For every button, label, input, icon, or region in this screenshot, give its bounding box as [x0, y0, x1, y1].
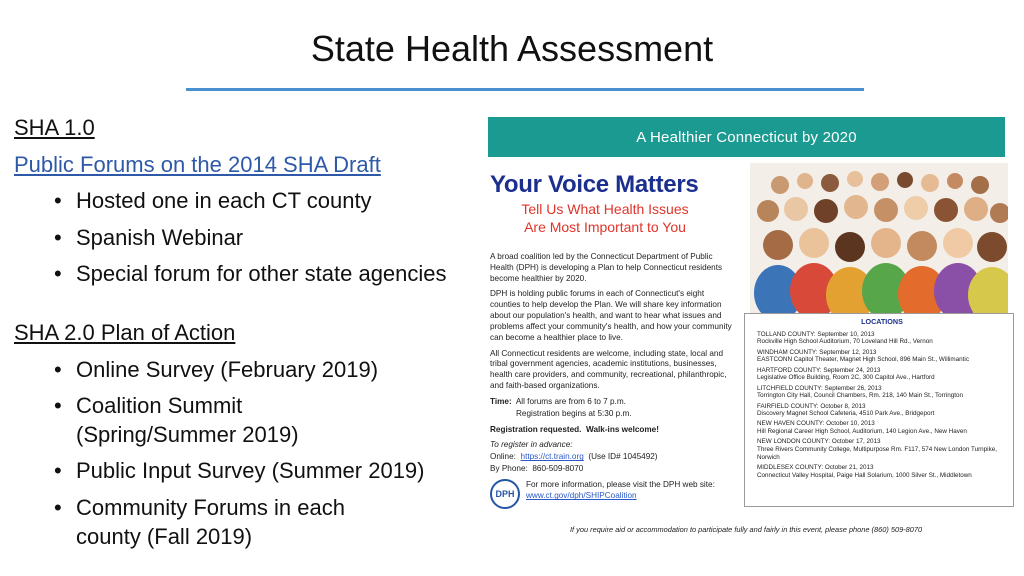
phone-value: 860-509-8070: [532, 464, 584, 474]
online-id: (Use ID# 1045492): [588, 452, 658, 462]
list-item: • Coalition Summit (Spring/Summer 2019): [14, 392, 406, 449]
locations-title: LOCATIONS: [861, 317, 903, 326]
flyer-paragraph: All Connecticut residents are welcome, including state, local and tribal government agencies, academic institutions, businesses, health care providers, and community, recreational, philanthropic, and faith-based organizations.: [490, 348, 727, 391]
accommodation-note: If you require aid or accommodation to participate fully and fairly in this event, please phone (860) 509-8070: [570, 525, 923, 534]
location-place: Discovery Magnet School Cafeteria, 4510 Park Ave., Bridgeport: [757, 410, 935, 418]
sha2-list: [14, 356, 484, 552]
phone-label: By Phone:: [490, 464, 528, 474]
register-phone: [490, 464, 735, 475]
flyer-headline: Your Voice Matters: [490, 171, 699, 198]
location-entry: [757, 403, 1007, 418]
info-block: [490, 479, 740, 502]
list-item: • Community Forums in each county (Fall 2019): [14, 494, 406, 551]
sha1-heading: SHA 1.0: [14, 115, 95, 140]
online-label: Online:: [490, 452, 516, 462]
location-county: TOLLAND COUNTY: September 10, 2013: [757, 330, 875, 338]
train-link[interactable]: https://ct.train.org: [520, 452, 584, 462]
location-county: MIDDLESEX COUNTY: October 21, 2013: [757, 464, 874, 472]
location-place: Legislative Office Building, Room 2C, 300 Capitol Ave., Hartford: [757, 374, 935, 382]
crowd-image: [750, 163, 1008, 313]
info-line: For more information, please visit the DPH web site:: [526, 480, 715, 489]
location-entry: [757, 331, 1007, 346]
list-item: • Spanish Webinar: [14, 224, 484, 253]
register-advance: To register in advance:: [490, 440, 573, 450]
list-item: • Hosted one in each CT county: [14, 187, 484, 216]
time-row: [490, 397, 735, 408]
sha1-list: [14, 187, 484, 289]
location-place: Rockville High School Auditorium, 70 Loveland Hill Rd., Vernon: [757, 338, 933, 346]
flyer-body: [490, 252, 735, 480]
registration-requested: Registration requested.: [490, 424, 582, 434]
location-county: NEW LONDON COUNTY: October 17, 2013: [757, 438, 881, 446]
flyer-subhead: [490, 201, 720, 236]
time-label: Time:: [490, 396, 512, 406]
location-county: HARTFORD COUNTY: September 24, 2013: [757, 366, 881, 374]
location-county: FAIRFIELD COUNTY: October 8, 2013: [757, 402, 866, 410]
location-county: NEW HAVEN COUNTY: October 10, 2013: [757, 420, 875, 428]
subhead-line-2: Are Most Important to You: [524, 218, 686, 235]
location-entry: [757, 367, 1007, 382]
list-item: • Online Survey (February 2019): [14, 356, 484, 385]
location-entry: [757, 464, 1007, 479]
location-entry: [757, 438, 1007, 461]
public-forums-link[interactable]: Public Forums on the 2014 SHA Draft: [14, 151, 381, 177]
flyer-paragraph: DPH is holding public forums in each of Connecticut's eight counties to help develop the Plan. We will share key information about our population's health, and want to hear what issues and problems affect your community's health, and how your community can become a healthier place to live.: [490, 289, 732, 342]
location-county: LITCHFIELD COUNTY: September 26, 2013: [757, 384, 882, 392]
list-item: • Special forum for other state agencies: [14, 260, 484, 289]
info-text: [526, 479, 740, 502]
walkins-welcome: Walk-ins welcome!: [586, 424, 659, 434]
list-item: • Public Input Survey (Summer 2019): [14, 457, 484, 486]
flyer-paragraph: A broad coalition led by the Connecticut Department of Public Health (DPH) is developing a Plan to help Connecticut residents become healthier by 2020.: [490, 252, 723, 283]
location-place: EASTCONN Capitol Theater, Magnet High School, 896 Main St., Willimantic: [757, 356, 969, 364]
sha2-heading: SHA 2.0 Plan of Action: [14, 319, 236, 345]
crowd-photo: [750, 163, 1008, 313]
location-entry: [757, 349, 1007, 364]
dph-website-link[interactable]: www.ct.gov/dph/SHIPCoalition: [526, 491, 637, 501]
dph-logo: DPH: [490, 479, 520, 509]
location-entry: [757, 420, 1007, 435]
location-entry: [757, 385, 1007, 400]
register-online: [490, 452, 735, 463]
flyer-banner: A Healthier Connecticut by 2020: [488, 117, 1005, 157]
event-flyer: [488, 117, 1018, 541]
registration-begins: Registration begins at 5:30 p.m.: [516, 408, 632, 418]
registration-row: [490, 425, 735, 436]
location-place: Connecticut Valley Hospital, Paige Hall Solarium, 1000 Silver St., Middletown: [757, 471, 972, 479]
title-divider: [186, 88, 864, 91]
location-place: Torrington City Hall, Council Chambers, Rm. 218, 140 Main St., Torrington: [757, 392, 964, 400]
time-value: All forums are from 6 to 7 p.m.: [515, 396, 626, 406]
subhead-line-1: Tell Us What Health Issues: [521, 201, 689, 217]
page-title: State Health Assessment: [310, 28, 714, 69]
left-content: [14, 114, 484, 551]
location-county: WINDHAM COUNTY: September 12, 2013: [757, 348, 877, 356]
location-place: Hill Regional Career High School, Auditorium, 140 Legion Ave., New Haven: [757, 428, 967, 436]
location-place: Three Rivers Community College, Multipurpose Rm. F117, 574 New London Turnpike, Norwich: [757, 446, 997, 461]
locations-box: [744, 313, 1014, 507]
